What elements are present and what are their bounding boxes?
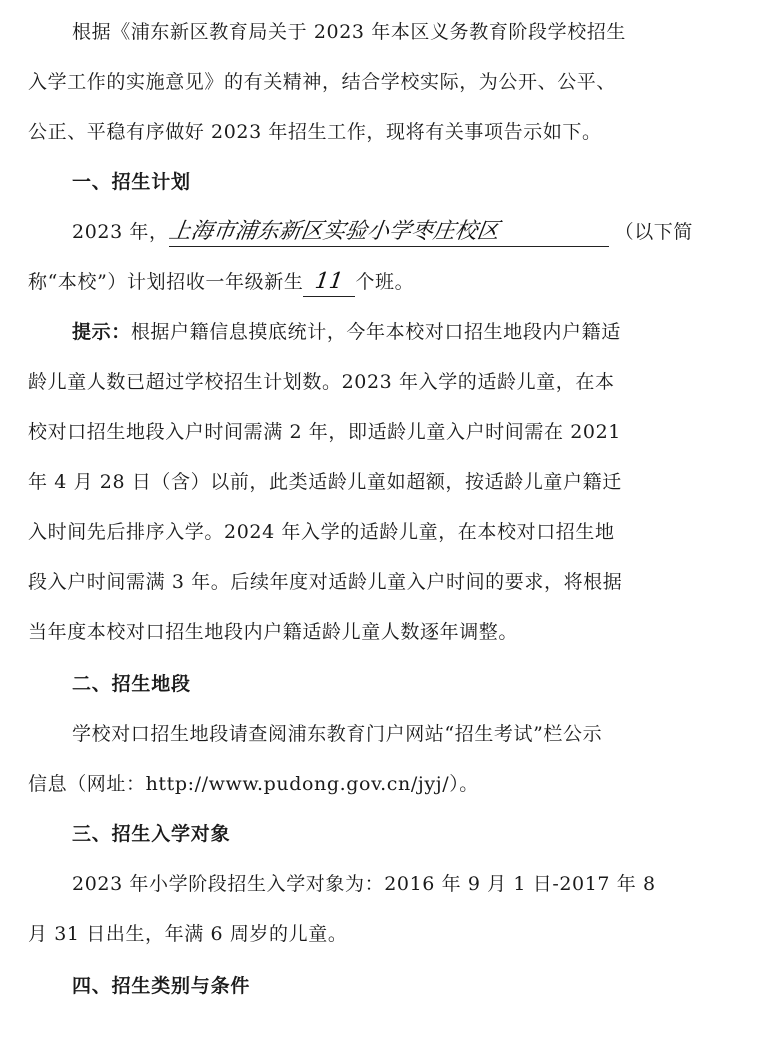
area-line-1: 学校对口招生地段请查阅浦东教育门户网站“招生考试”栏公示	[72, 723, 603, 745]
tip-line-6: 段入户时间需满 3 年。后续年度对适龄儿童入户时间的要求，将根据	[28, 571, 623, 593]
plan-suffix: （以下简	[614, 221, 693, 243]
tip-line-5: 入时间先后排序入学。2024 年入学的适龄儿童，在本校对口招生地	[28, 521, 615, 543]
section-heading-enrollment-targets: 三、招生入学对象	[72, 823, 231, 845]
section-heading-categories-conditions: 四、招生类别与条件	[72, 975, 251, 997]
class-count-handwritten: 11	[313, 269, 346, 294]
section-heading-enrollment-area: 二、招生地段	[72, 673, 191, 695]
plan-line-2-suffix: 个班。	[355, 271, 415, 293]
intro-line-2: 入学工作的实施意见》的有关精神，结合学校实际，为公开、公平、	[28, 71, 617, 93]
intro-line-3: 公正、平稳有序做好 2023 年招生工作，现将有关事项告示如下。	[28, 121, 602, 143]
tip-label: 提示：	[72, 321, 131, 343]
tip-line-3: 校对口招生地段入户时间需满 2 年，即适龄儿童入户时间需在 2021	[28, 421, 621, 443]
school-name-handwritten: 上海市浦东新区实验小学枣庄校区	[166, 219, 501, 244]
plan-line-1	[72, 216, 752, 248]
targets-line-2: 月 31 日出生，年满 6 周岁的儿童。	[28, 923, 348, 945]
tip-line-4: 年 4 月 28 日（含）以前，此类适龄儿童如超额，按适龄儿童户籍迁	[28, 471, 622, 493]
tip-line-2: 龄儿童人数已超过学校招生计划数。2023 年入学的适龄儿童，在本	[28, 371, 615, 393]
area-line-2: 信息（网址：http://www.pudong.gov.cn/jyj/）。	[28, 773, 479, 795]
tip-line-1-text: 根据户籍信息摸底统计，今年本校对口招生地段内户籍适	[130, 321, 621, 343]
plan-line-2-prefix: 称“本校”）计划招收一年级新生	[28, 271, 304, 293]
school-name-blank	[166, 218, 609, 247]
tip-line-7: 当年度本校对口招生地段内户籍适龄儿童人数逐年调整。	[28, 621, 519, 643]
targets-line-1: 2023 年小学阶段招生入学对象为：2016 年 9 月 1 日-2017 年 8	[72, 873, 656, 895]
tip-line-1	[72, 316, 752, 348]
section-heading-enrollment-plan: 一、招生计划	[72, 171, 191, 193]
plan-prefix: 2023 年，	[72, 221, 169, 243]
intro-line-1: 根据《浦东新区教育局关于 2023 年本区义务教育阶段学校招生	[72, 21, 627, 43]
plan-line-2	[28, 266, 708, 298]
class-count-blank	[303, 268, 355, 297]
